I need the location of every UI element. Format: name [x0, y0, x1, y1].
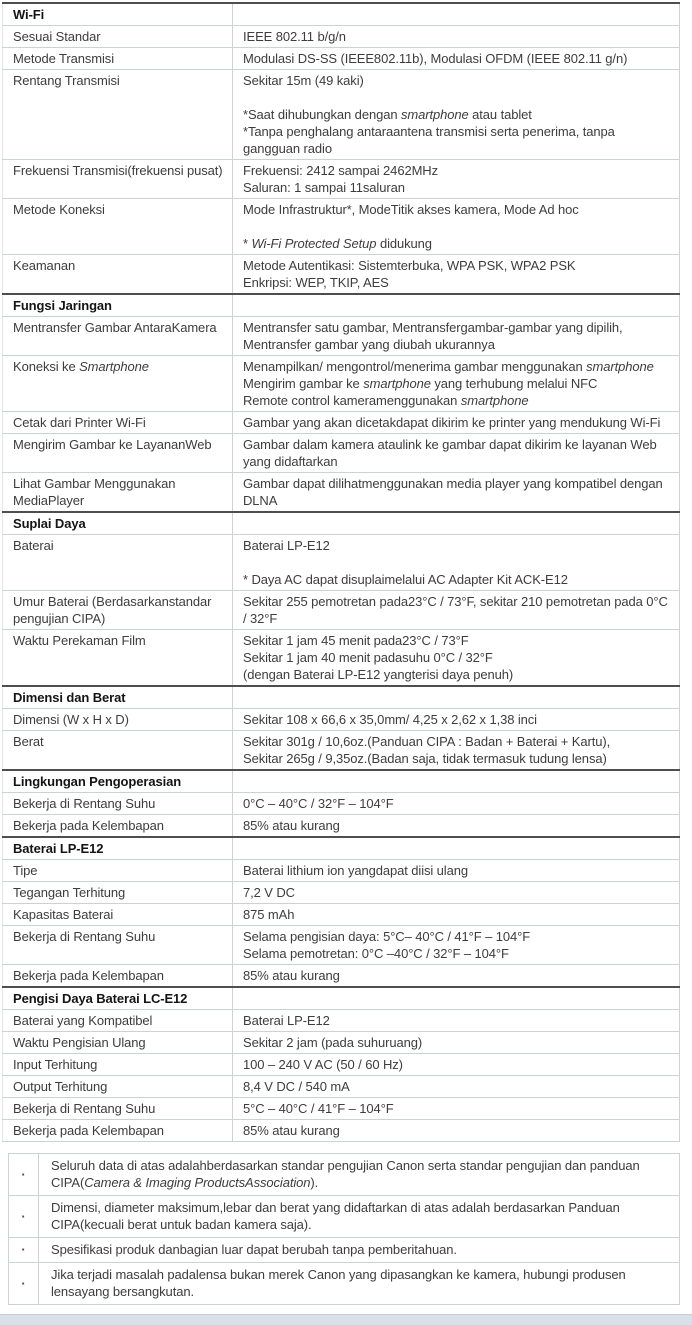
- text-segment: Mode Infrastruktur*, ModeTitik akses kamera, Mode Ad hoc: [243, 202, 579, 217]
- spec-label-cell: [3, 317, 233, 356]
- value-line: [243, 632, 671, 649]
- spec-row: [3, 882, 680, 904]
- text-segment: 85% atau kurang: [243, 818, 340, 833]
- spec-section-row: [3, 294, 680, 317]
- value-line: [243, 1034, 671, 1051]
- text-segment: 100 – 240 V AC (50 / 60 Hz): [243, 1057, 403, 1072]
- text-segment: Waktu Pengisian Ulang: [13, 1035, 146, 1050]
- value-line: [243, 945, 671, 962]
- value-line: [243, 554, 671, 571]
- spec-label-cell: [3, 860, 233, 882]
- spec-label-cell: [3, 904, 233, 926]
- spec-value-cell: [233, 965, 680, 988]
- footnote-text-cell: [39, 1238, 680, 1263]
- value-line: [243, 28, 671, 45]
- bullet-icon: ·: [21, 1166, 26, 1182]
- value-line: [243, 1056, 671, 1073]
- text-segment: Bekerja di Rentang Suhu: [13, 1101, 156, 1116]
- value-line: [243, 711, 671, 728]
- spec-value-cell: [233, 160, 680, 199]
- spec-value-cell: [233, 317, 680, 356]
- section-title: Pengisi Daya Baterai LC-E12: [3, 987, 233, 1010]
- text-segment: Dimensi (W x H x D): [13, 712, 129, 727]
- section-title: Wi-Fi: [3, 3, 233, 26]
- spec-row: [3, 904, 680, 926]
- spec-value-cell: [233, 1076, 680, 1098]
- value-line: [243, 392, 671, 409]
- value-line: [243, 319, 671, 336]
- spec-value-cell: [233, 199, 680, 255]
- value-line: [243, 967, 671, 984]
- spec-row: [3, 48, 680, 70]
- spec-label-cell: [3, 1010, 233, 1032]
- spec-label-cell: [3, 434, 233, 473]
- value-line: [243, 358, 671, 375]
- italic-text: Smartphone: [79, 359, 149, 374]
- spec-row: [3, 965, 680, 988]
- value-line: [243, 906, 671, 923]
- spec-value-cell: [233, 882, 680, 904]
- value-line: [243, 1012, 671, 1029]
- bullet-icon: ·: [21, 1275, 26, 1291]
- text-segment: Mentransfer gambar yang diubah ukurannya: [243, 337, 495, 352]
- spec-row: [3, 412, 680, 434]
- text-segment: 7,2 V DC: [243, 885, 295, 900]
- text-segment: 0°C – 40°C / 32°F – 104°F: [243, 796, 394, 811]
- text-segment: Sekitar 108 x 66,6 x 35,0mm/ 4,25 x 2,62 x 1,38 inci: [243, 712, 537, 727]
- text-segment: Baterai LP-E12: [243, 538, 330, 553]
- spec-value-cell: [233, 356, 680, 412]
- value-line: [243, 928, 671, 945]
- section-title: Dimensi dan Berat: [3, 686, 233, 709]
- value-line: [243, 274, 671, 291]
- spec-label-cell: [3, 1120, 233, 1142]
- text-segment: *: [243, 236, 252, 251]
- text-segment: Bekerja pada Kelembapan: [13, 968, 164, 983]
- text-segment: Dimensi, diameter maksimum,lebar dan berat yang didaftarkan di atas adalah berdasarkan Panduan CIPA(kecuali berat untuk badan kamera saja).: [51, 1200, 620, 1232]
- italic-text: smartphone: [400, 107, 469, 122]
- value-line: [243, 123, 671, 157]
- text-segment: (dengan Baterai LP-E12 yangterisi daya penuh): [243, 667, 514, 682]
- section-spacer: [233, 294, 680, 317]
- spec-label-cell: [3, 356, 233, 412]
- section-spacer: [233, 837, 680, 860]
- section-spacer: [233, 770, 680, 793]
- bullet-cell: [9, 1154, 39, 1196]
- text-segment: Umur Baterai (Berdasarkanstandar pengujian CIPA): [13, 594, 212, 626]
- footnote-row: [9, 1263, 680, 1305]
- text-segment: Remote control kameramenggunakan: [243, 393, 461, 408]
- text-segment: Bekerja pada Kelembapan: [13, 818, 164, 833]
- value-line: [243, 593, 671, 627]
- value-line: [243, 817, 671, 834]
- section-spacer: [233, 3, 680, 26]
- text-segment: Gambar dapat dilihatmenggunakan media player yang kompatibel dengan DLNA: [243, 476, 663, 508]
- text-segment: Rentang Transmisi: [13, 73, 120, 88]
- footnote-text-cell: [39, 1154, 680, 1196]
- spec-label-cell: [3, 965, 233, 988]
- value-line: [243, 50, 671, 67]
- text-segment: yang terhubung melalui NFC: [430, 376, 598, 391]
- section-spacer: [233, 686, 680, 709]
- text-segment: Mentransfer satu gambar, Mentransfergambar-gambar yang dipilih,: [243, 320, 623, 335]
- spec-row: [3, 1098, 680, 1120]
- text-segment: Bekerja di Rentang Suhu: [13, 796, 156, 811]
- text-segment: Mengirim gambar ke: [243, 376, 364, 391]
- spec-row: [3, 793, 680, 815]
- spec-value-cell: [233, 1010, 680, 1032]
- value-line: [243, 257, 671, 274]
- text-segment: Sekitar 301g / 10,6oz.(Panduan CIPA : Badan + Baterai + Kartu),: [243, 734, 611, 749]
- spec-label-cell: [3, 48, 233, 70]
- spec-value-cell: [233, 1054, 680, 1076]
- section-spacer: [233, 512, 680, 535]
- text-segment: Metode Koneksi: [13, 202, 105, 217]
- spec-row: [3, 926, 680, 965]
- footnote-row: [9, 1196, 680, 1238]
- spec-row: [3, 815, 680, 838]
- value-line: [243, 89, 671, 106]
- text-segment: Sekitar 265g / 9,35oz.(Badan saja, tidak termasuk tudung lensa): [243, 751, 607, 766]
- text-segment: 85% atau kurang: [243, 1123, 340, 1138]
- spec-value-cell: [233, 591, 680, 630]
- spec-row: [3, 356, 680, 412]
- spec-value-cell: [233, 26, 680, 48]
- text-segment: Gambar yang akan dicetakdapat dikirim ke printer yang mendukung Wi-Fi: [243, 415, 661, 430]
- spec-label-cell: [3, 1054, 233, 1076]
- text-segment: 5°C – 40°C / 41°F – 104°F: [243, 1101, 394, 1116]
- value-line: [243, 475, 671, 509]
- spec-label-cell: [3, 1032, 233, 1054]
- spec-value-cell: [233, 793, 680, 815]
- bullet-icon: ·: [21, 1208, 26, 1224]
- text-segment: Baterai yang Kompatibel: [13, 1013, 153, 1028]
- spec-label-cell: [3, 1098, 233, 1120]
- value-line: [243, 436, 671, 470]
- text-segment: Mengirim Gambar ke LayananWeb: [13, 437, 212, 452]
- spec-label-cell: [3, 793, 233, 815]
- spec-value-cell: [233, 1120, 680, 1142]
- text-segment: Selama pemotretan: 0°C –40°C / 32°F – 104°F: [243, 946, 509, 961]
- text-segment: *Tanpa penghalang antaraantena transmisi serta penerima, tanpa gangguan radio: [243, 124, 615, 156]
- spec-page: [0, 2, 692, 1325]
- footnote-text-cell: [39, 1263, 680, 1305]
- spec-table: [2, 2, 680, 1142]
- text-segment: Output Terhitung: [13, 1079, 108, 1094]
- spec-label-cell: [3, 709, 233, 731]
- value-line: [243, 1122, 671, 1139]
- italic-text: smartphone: [586, 359, 654, 374]
- text-segment: Frekuensi Transmisi(frekuensi pusat): [13, 163, 223, 178]
- text-segment: Lihat Gambar Menggunakan MediaPlayer: [13, 476, 176, 508]
- text-segment: IEEE 802.11 b/g/n: [243, 29, 346, 44]
- spec-row: [3, 709, 680, 731]
- section-title: Fungsi Jaringan: [3, 294, 233, 317]
- value-line: [243, 201, 671, 218]
- spec-value-cell: [233, 473, 680, 513]
- text-segment: Cetak dari Printer Wi-Fi: [13, 415, 146, 430]
- value-line: [243, 733, 671, 750]
- spec-label-cell: [3, 535, 233, 591]
- section-title: Lingkungan Pengoperasian: [3, 770, 233, 793]
- bullet-cell: [9, 1238, 39, 1263]
- spec-row: [3, 255, 680, 295]
- footnote-row: [9, 1238, 680, 1263]
- italic-text: Camera & Imaging ProductsAssociation: [84, 1175, 311, 1190]
- text-segment: Gambar dalam kamera ataulink ke gambar dapat dikirim ke layanan Web yang didaftarkan: [243, 437, 657, 469]
- spec-row: [3, 199, 680, 255]
- value-line: [243, 414, 671, 431]
- text-segment: Metode Transmisi: [13, 51, 114, 66]
- value-line: [243, 235, 671, 252]
- footnotes-table: [8, 1153, 680, 1305]
- spec-row: [3, 26, 680, 48]
- spec-value-cell: [233, 904, 680, 926]
- spec-label-cell: [3, 26, 233, 48]
- text-segment: Bekerja pada Kelembapan: [13, 1123, 164, 1138]
- text-segment: 85% atau kurang: [243, 968, 340, 983]
- text-segment: Saluran: 1 sampai 11saluran: [243, 180, 405, 195]
- spec-value-cell: [233, 731, 680, 771]
- spec-row: [3, 70, 680, 160]
- text-segment: Sesuai Standar: [13, 29, 101, 44]
- section-spacer: [233, 987, 680, 1010]
- section-title: Suplai Daya: [3, 512, 233, 535]
- italic-text: smartphone: [363, 376, 431, 391]
- spec-value-cell: [233, 434, 680, 473]
- spec-label-cell: [3, 882, 233, 904]
- spec-row: [3, 1120, 680, 1142]
- text-segment: Kapasitas Baterai: [13, 907, 114, 922]
- text-segment: Mentransfer Gambar AntaraKamera: [13, 320, 217, 335]
- value-line: [243, 862, 671, 879]
- value-line: [243, 179, 671, 196]
- spec-label-cell: [3, 70, 233, 160]
- text-segment: ).: [310, 1175, 319, 1190]
- value-line: [243, 571, 671, 588]
- spec-value-cell: [233, 815, 680, 838]
- spec-value-cell: [233, 860, 680, 882]
- spec-label-cell: [3, 412, 233, 434]
- italic-text: Wi-Fi Protected Setup: [251, 236, 377, 251]
- text-segment: Bekerja di Rentang Suhu: [13, 929, 156, 944]
- text-segment: Selama pengisian daya: 5°C– 40°C / 41°F – 104°F: [243, 929, 531, 944]
- value-line: [243, 537, 671, 554]
- spec-label-cell: [3, 1076, 233, 1098]
- spec-value-cell: [233, 70, 680, 160]
- spec-section-row: [3, 837, 680, 860]
- spec-value-cell: [233, 1098, 680, 1120]
- value-line: [243, 884, 671, 901]
- spec-value-cell: [233, 48, 680, 70]
- spec-label-cell: [3, 630, 233, 687]
- italic-text: smartphone: [460, 393, 529, 408]
- text-segment: Input Terhitung: [13, 1057, 98, 1072]
- spec-value-cell: [233, 1032, 680, 1054]
- spec-label-cell: [3, 473, 233, 513]
- bottom-strip: [0, 1314, 692, 1325]
- value-line: [243, 72, 671, 89]
- spec-section-row: [3, 3, 680, 26]
- spec-section-row: [3, 512, 680, 535]
- value-line: [243, 666, 671, 683]
- text-segment: Enkripsi: WEP, TKIP, AES: [243, 275, 389, 290]
- text-segment: 875 mAh: [243, 907, 295, 922]
- value-line: [243, 649, 671, 666]
- spec-label-cell: [3, 255, 233, 295]
- value-line: [243, 1078, 671, 1095]
- spec-row: [3, 1076, 680, 1098]
- spec-row: [3, 860, 680, 882]
- spec-label-cell: [3, 591, 233, 630]
- text-segment: didukung: [376, 236, 432, 251]
- text-segment: * Daya AC dapat disuplaimelalui AC Adapter Kit ACK-E12: [243, 572, 568, 587]
- text-segment: Spesifikasi produk danbagian luar dapat berubah tanpa pemberitahuan.: [51, 1242, 457, 1257]
- text-segment: Berat: [13, 734, 44, 749]
- text-segment: Sekitar 1 jam 45 menit pada23°C / 73°F: [243, 633, 469, 648]
- bullet-cell: [9, 1196, 39, 1238]
- text-segment: *Saat dihubungkan dengan: [243, 107, 401, 122]
- value-line: [243, 1100, 671, 1117]
- text-segment: atau tablet: [468, 107, 532, 122]
- spec-value-cell: [233, 255, 680, 295]
- text-segment: 8,4 V DC / 540 mA: [243, 1079, 350, 1094]
- spec-label-cell: [3, 815, 233, 838]
- text-segment: Baterai lithium ion yangdapat diisi ulang: [243, 863, 468, 878]
- spec-section-row: [3, 770, 680, 793]
- spec-label-cell: [3, 926, 233, 965]
- spec-value-cell: [233, 709, 680, 731]
- text-segment: Tegangan Terhitung: [13, 885, 126, 900]
- spec-value-cell: [233, 412, 680, 434]
- text-segment: Tipe: [13, 863, 38, 878]
- text-segment: Baterai: [13, 538, 54, 553]
- value-line: [243, 336, 671, 353]
- text-segment: Sekitar 1 jam 40 menit padasuhu 0°C / 32°F: [243, 650, 493, 665]
- value-line: [243, 106, 671, 123]
- spec-row: [3, 1010, 680, 1032]
- spec-row: [3, 1054, 680, 1076]
- spec-value-cell: [233, 535, 680, 591]
- spec-row: [3, 731, 680, 771]
- text-segment: Sekitar 2 jam (pada suhuruang): [243, 1035, 423, 1050]
- spec-row: [3, 535, 680, 591]
- text-segment: Seluruh data di atas adalahberdasarkan standar pengujian Canon serta standar pengujian dan panduan CIPA(: [51, 1158, 640, 1190]
- text-segment: Koneksi ke: [13, 359, 80, 374]
- spec-section-row: [3, 987, 680, 1010]
- text-segment: Modulasi DS-SS (IEEE802.11b), Modulasi OFDM (IEEE 802.11 g/n): [243, 51, 628, 66]
- text-segment: Baterai LP-E12: [243, 1013, 330, 1028]
- text-segment: Sekitar 15m (49 kaki): [243, 73, 364, 88]
- bullet-cell: [9, 1263, 39, 1305]
- spec-value-cell: [233, 926, 680, 965]
- spec-label-cell: [3, 731, 233, 771]
- section-title: Baterai LP-E12: [3, 837, 233, 860]
- spec-value-cell: [233, 630, 680, 687]
- text-segment: Keamanan: [13, 258, 76, 273]
- text-segment: Frekuensi: 2412 sampai 2462MHz: [243, 163, 438, 178]
- spec-label-cell: [3, 160, 233, 199]
- text-segment: Waktu Perekaman Film: [13, 633, 146, 648]
- value-line: [243, 218, 671, 235]
- text-segment: Menampilkan/ mengontrol/menerima gambar menggunakan: [243, 359, 587, 374]
- spec-row: [3, 591, 680, 630]
- spec-row: [3, 1032, 680, 1054]
- spec-row: [3, 317, 680, 356]
- spec-row: [3, 473, 680, 513]
- bullet-icon: ·: [21, 1242, 26, 1257]
- value-line: [243, 375, 671, 392]
- spec-row: [3, 434, 680, 473]
- text-segment: Jika terjadi masalah padalensa bukan merek Canon yang dipasangkan ke kamera, hubungi produsen lensayang bersangkutan.: [51, 1267, 626, 1299]
- footnote-row: [9, 1154, 680, 1196]
- footnote-text-cell: [39, 1196, 680, 1238]
- value-line: [243, 162, 671, 179]
- value-line: [243, 750, 671, 767]
- spec-section-row: [3, 686, 680, 709]
- spec-row: [3, 630, 680, 687]
- text-segment: Metode Autentikasi: Sistemterbuka, WPA PSK, WPA2 PSK: [243, 258, 576, 273]
- spec-label-cell: [3, 199, 233, 255]
- text-segment: Sekitar 255 pemotretan pada23°C / 73°F, sekitar 210 pemotretan pada 0°C / 32°F: [243, 594, 668, 626]
- value-line: [243, 795, 671, 812]
- spec-row: [3, 160, 680, 199]
